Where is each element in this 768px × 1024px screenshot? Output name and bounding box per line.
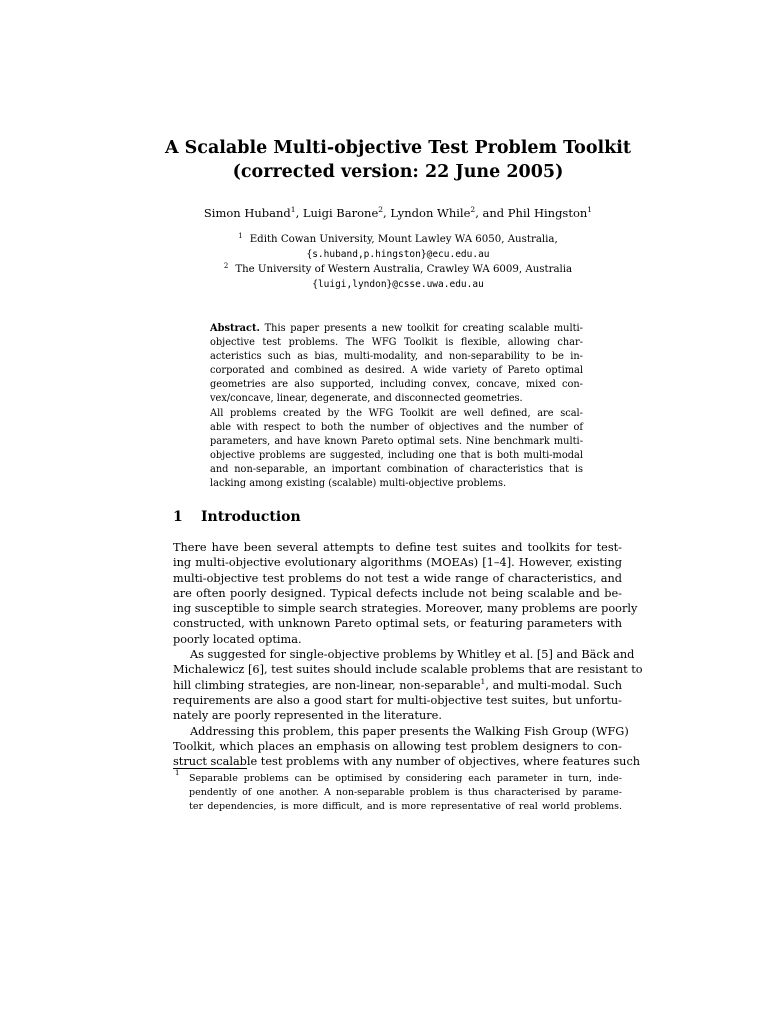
affiliation-line bbox=[160, 262, 636, 277]
affiliation-email: {s.huband,p.hingston}@ecu.edu.au bbox=[306, 249, 490, 260]
paper-title-line-2: (corrected version: 22 June 2005) bbox=[232, 162, 564, 182]
body-line-text: hill climbing strategies, are non-linear, non-separable bbox=[173, 678, 481, 692]
body-line: As suggested for single-objective problems by Whitley et al. [5] and Bäck and bbox=[190, 648, 635, 662]
body-line: ing susceptible to simple search strategies. Moreover, many problems are poorly bbox=[173, 602, 638, 616]
body-line: ing multi-objective evolutionary algorithms (MOEAs) [1–4]. However, existing bbox=[173, 556, 622, 570]
author-affil-mark: 2 bbox=[470, 205, 476, 214]
abstract-line-text: This paper presents a new toolkit for creating scalable multi- bbox=[264, 323, 583, 334]
body-text bbox=[173, 540, 643, 769]
body-line: struct scalable test problems with any number of objectives, where features such bbox=[173, 755, 641, 769]
abstract-heading: Abstract. bbox=[210, 323, 260, 334]
body-line: Michalewicz [6], test suites should include scalable problems that are resistant to bbox=[173, 663, 643, 677]
abstract-line: acteristics such as bias, multi-modality, and non-separability to be in- bbox=[210, 351, 583, 363]
body-line: nately are poorly represented in the literature. bbox=[173, 709, 442, 723]
body-line-text: Such bbox=[593, 678, 622, 692]
abstract bbox=[210, 322, 583, 491]
body-line: multi-objective test problems do not test a wide range of characteristics, and bbox=[173, 571, 622, 585]
section-number: 1 bbox=[173, 509, 183, 525]
paper-title bbox=[100, 136, 696, 184]
footnote-line: Separable problems can be optimised by considering each parameter in turn, inde- bbox=[189, 773, 622, 784]
author-name: Phil Hingston bbox=[507, 206, 588, 220]
abstract-line bbox=[210, 322, 583, 336]
abstract-line: corporated and combined as desired. A wide variety of Pareto optimal bbox=[210, 365, 583, 377]
body-line: are often poorly designed. Typical defects include not being scalable and be- bbox=[173, 586, 622, 600]
author-affil-mark: 2 bbox=[378, 205, 384, 214]
abstract-line: objective test problems. The WFG Toolkit is flexible, allowing char- bbox=[210, 337, 583, 349]
author-name: Lyndon While bbox=[390, 206, 471, 220]
body-line-text: , and multi-modal. bbox=[485, 678, 590, 692]
affiliations bbox=[160, 232, 636, 292]
author-separator: , bbox=[295, 206, 303, 220]
paper-title-line-1: A Scalable Multi-objective Test Problem Toolkit bbox=[164, 138, 631, 158]
author-list bbox=[100, 204, 696, 222]
author-name: Luigi Barone bbox=[302, 206, 379, 220]
footnote: 1 Separable problems can be optimised by considering each parameter in turn, inde- pendently of one another. A non-separable problem is thus characterised by parame- ter dependencies, is more difficult, and is more representative of real world problems. bbox=[173, 772, 622, 815]
body-line: constructed, with unknown Pareto optimal sets, or featuring parameters with bbox=[173, 617, 622, 631]
author-affil-mark: 1 bbox=[290, 205, 296, 214]
abstract-line: objective problems are suggested, including one that is both multi-modal bbox=[210, 449, 583, 461]
abstract-line: lacking among existing (scalable) multi-objective problems. bbox=[210, 478, 507, 490]
affiliation-mark: 1 bbox=[238, 232, 243, 240]
abstract-line: geometries are also supported, including convex, concave, mixed con- bbox=[210, 379, 583, 391]
author-separator: , and bbox=[475, 206, 508, 220]
footnote-rule bbox=[173, 768, 247, 769]
affiliation-mark: 2 bbox=[223, 262, 229, 270]
footnote-line: ter dependencies, is more difficult, and is more representative of real world problems. bbox=[189, 801, 622, 813]
abstract-line: vex/concave, linear, degenerate, and disconnected geometries. bbox=[210, 393, 523, 405]
author-name: Simon Huband bbox=[203, 206, 291, 220]
body-line: Addressing this problem, this paper presents the Walking Fish Group (WFG) bbox=[190, 724, 629, 738]
footnote-reference: 1 bbox=[480, 676, 486, 686]
section-title: Introduction bbox=[201, 509, 301, 525]
body-line: Toolkit, which places an emphasis on allowing test problem designers to con- bbox=[173, 739, 622, 753]
body-line: There have been several attempts to define test suites and toolkits for test- bbox=[173, 541, 622, 554]
author-affil-mark: 1 bbox=[587, 205, 593, 214]
section-heading bbox=[173, 507, 301, 527]
body-line: requirements are also a good start for multi-objective test suites, but unfortu- bbox=[173, 693, 622, 707]
abstract-line: able with respect to both the number of objectives and the number of bbox=[210, 421, 583, 433]
affiliation-line bbox=[160, 232, 636, 247]
body-line bbox=[173, 678, 622, 693]
footnote-line: pendently of one another. A non-separable problem is thus characterised by parame- bbox=[189, 787, 622, 799]
abstract-line: All problems created by the WFG Toolkit are well defined, are scal- bbox=[210, 407, 583, 419]
abstract-line: parameters, and have known Pareto optimal sets. Nine benchmark multi- bbox=[210, 435, 583, 447]
affiliation-email: {luigi,lyndon}@csse.uwa.edu.au bbox=[312, 279, 484, 290]
abstract-line: and non-separable, an important combination of characteristics that is bbox=[210, 463, 583, 475]
author-separator: , bbox=[383, 206, 391, 220]
affiliation-institution: Edith Cowan University, Mount Lawley WA 6050, Australia, bbox=[249, 234, 558, 245]
body-line: poorly located optima. bbox=[173, 632, 302, 646]
affiliation-institution: The University of Western Australia, Crawley WA 6009, Australia bbox=[235, 264, 573, 275]
